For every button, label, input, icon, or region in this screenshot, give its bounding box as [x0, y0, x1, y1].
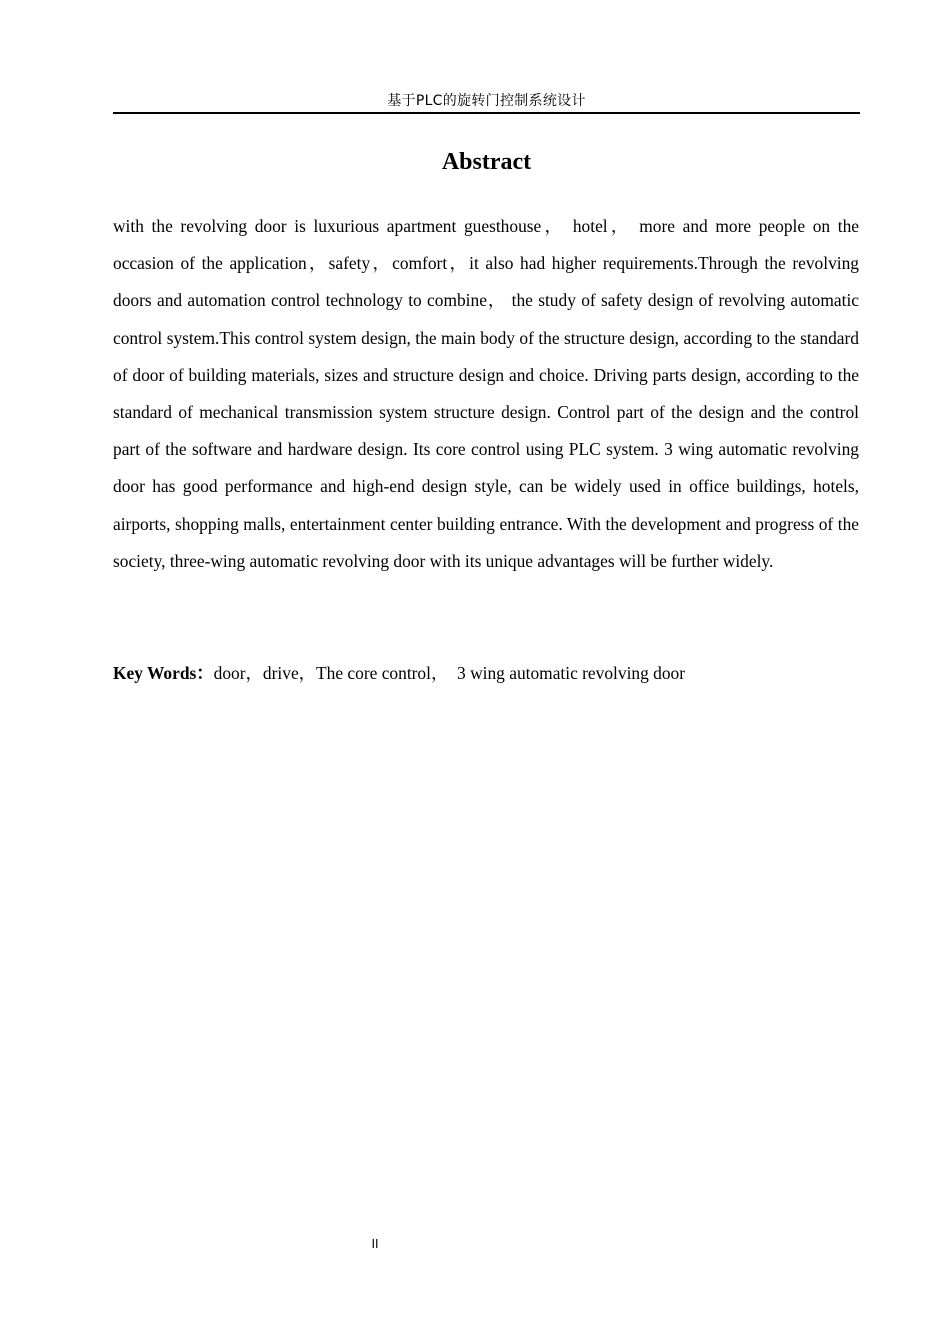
page-number: II [371, 1237, 379, 1251]
header-divider [113, 112, 860, 114]
abstract-title: Abstract [441, 149, 532, 175]
keywords-line [113, 659, 859, 687]
keywords-label: Key Words： [113, 663, 214, 683]
keywords-text: door，drive，The core control， 3 wing automatic revolving door [213, 663, 686, 683]
running-header: 基于PLC的旋转门控制系统设计 [387, 93, 586, 109]
abstract-body: with the revolving door is luxurious apartment guesthouse， hotel， more and more people on the occasion of the application，safety，comfort，it also had higher requirements.Through the revolving doors and automation control technology to combine， the study of safety design of revolving automatic control system.This control system design, the main body of the structure design, according to the standard of door of building materials, sizes and structure design and choice. Driving parts design, according to the standard of mechanical transmission system structure design. Control part of the design and the control part of the software and hardware design. Its core control using PLC system. 3 wing automatic revolving door has good performance and high-end design style, can be widely used in office buildings, hotels, airports, shopping malls, entertainment center building entrance. With the development and progress of the society, three-wing automatic revolving door with its unique advantages will be further widely. [113, 216, 859, 571]
